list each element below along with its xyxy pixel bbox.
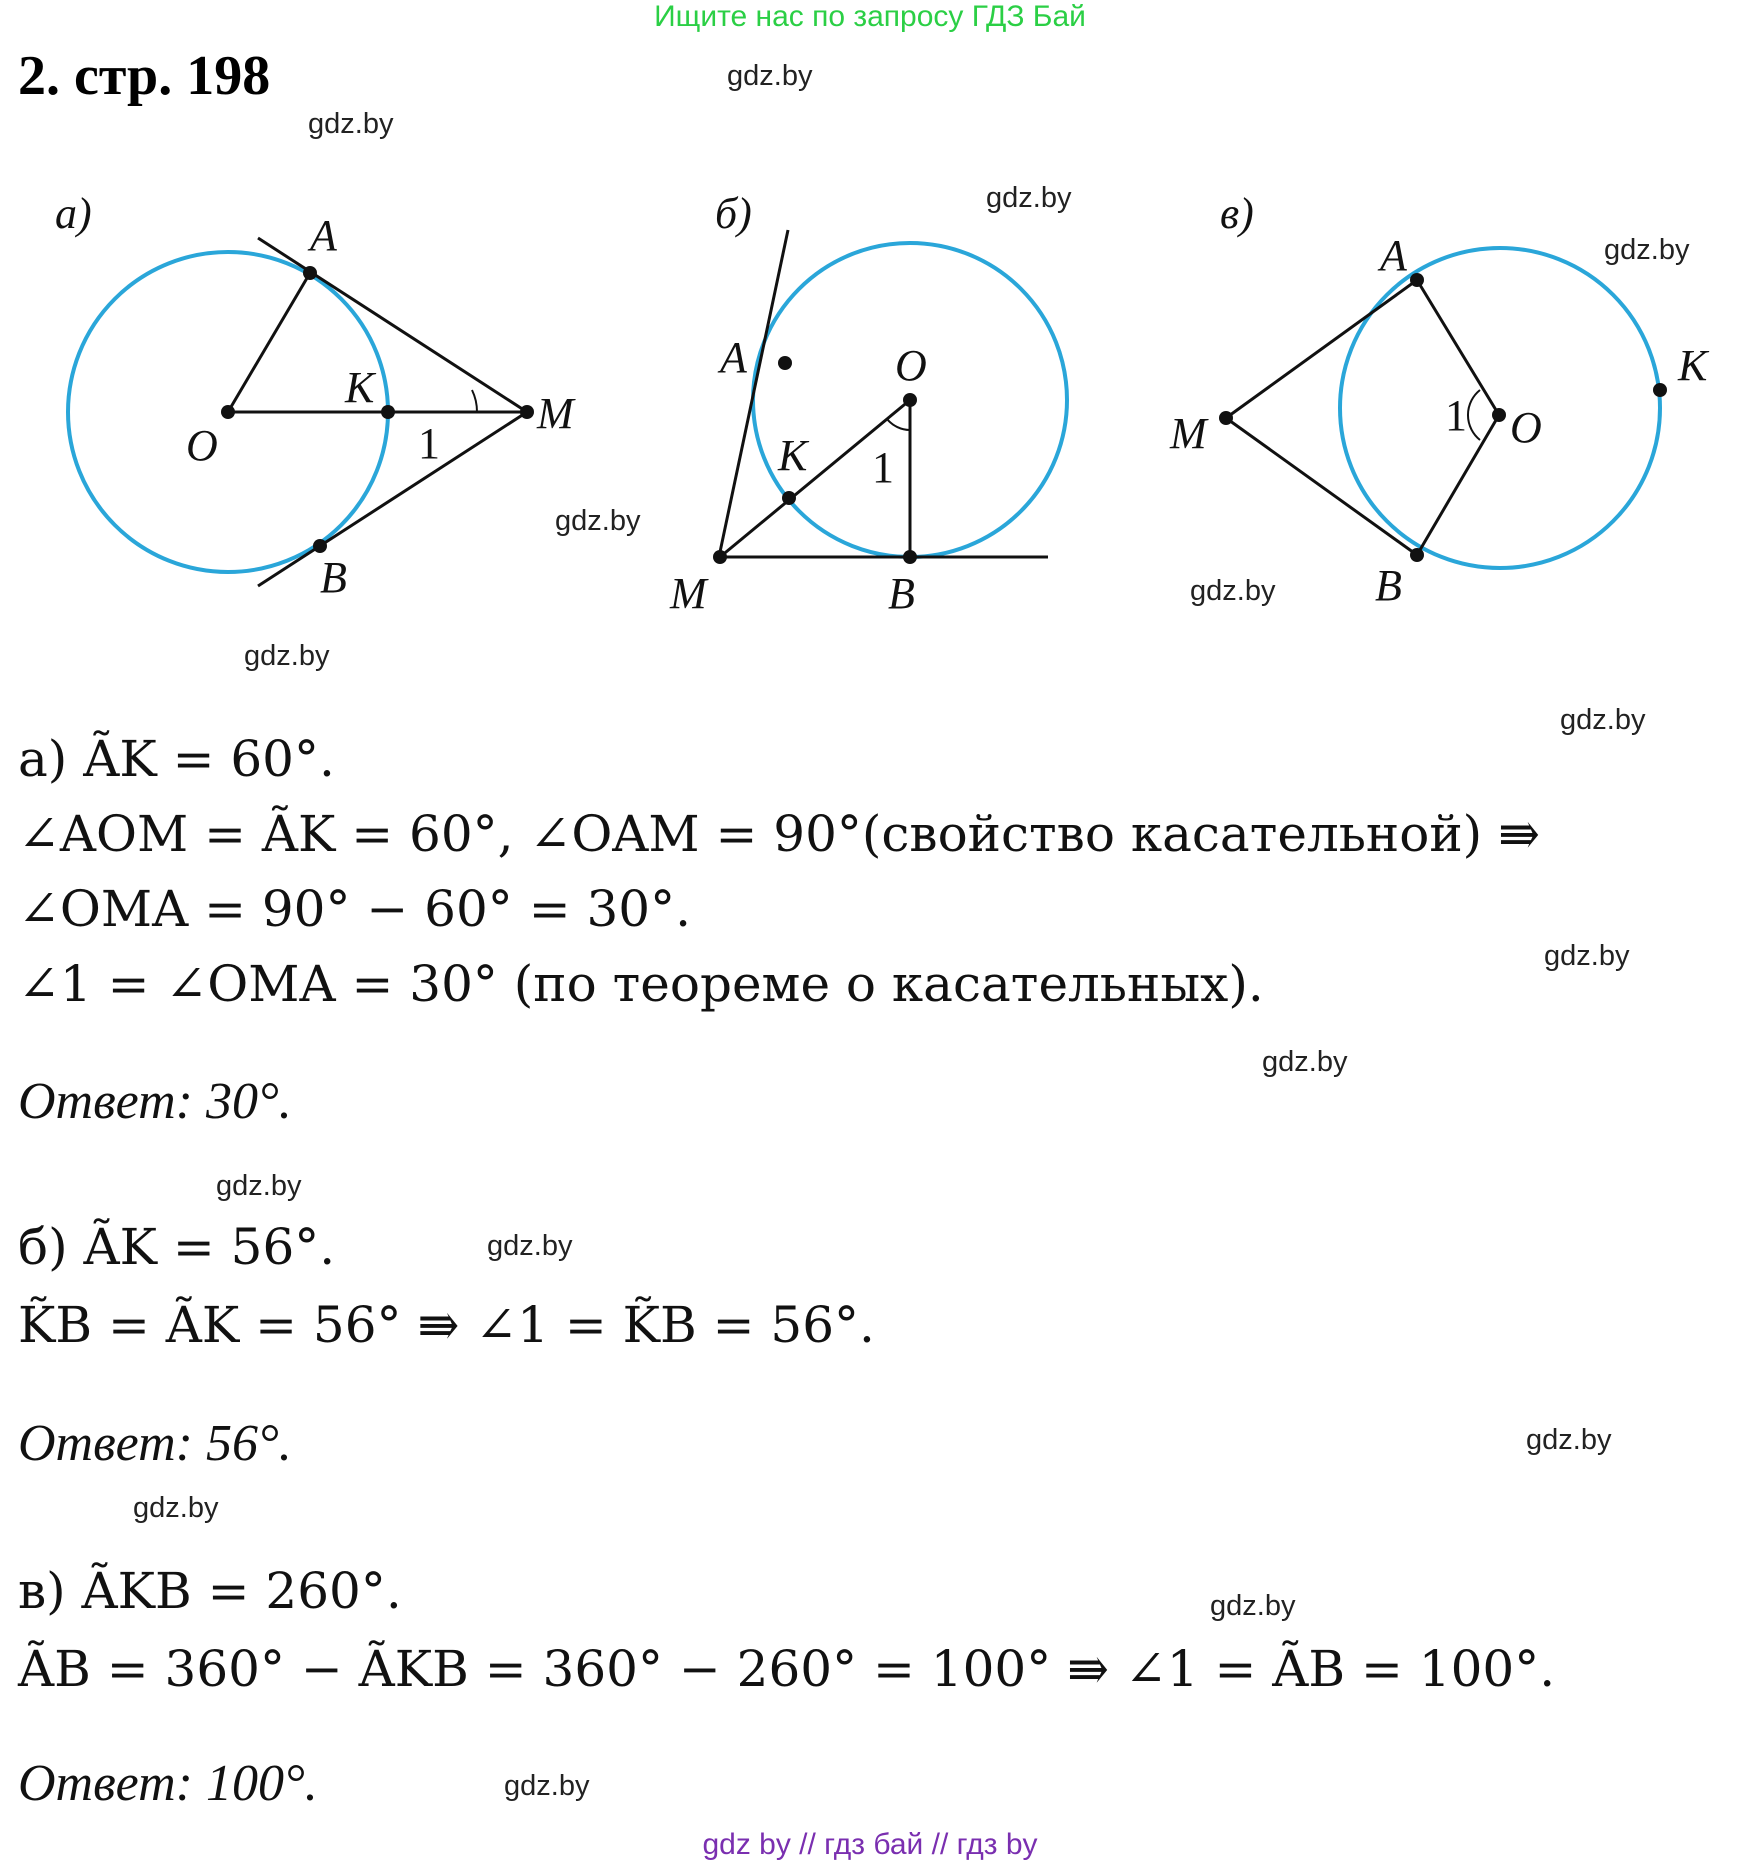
- circle-c: [1340, 248, 1660, 568]
- answer-b: Ответ: 56°.: [18, 1415, 292, 1472]
- figure-b: [620, 180, 1080, 624]
- svg-text:M: M: [1170, 409, 1207, 458]
- solution-b-line1: б) ÃK = 56°.: [18, 1218, 336, 1276]
- watermark: gdz.by: [1190, 575, 1276, 607]
- solution-c-line2: ÃB = 360° − ÃKB = 360° − 260° = 100° ⇛ ∠1 = ÃB = 100°.: [18, 1640, 1556, 1698]
- svg-text:1: 1: [872, 443, 894, 492]
- svg-text:O: O: [1510, 403, 1542, 452]
- watermark: gdz.by: [504, 1770, 590, 1802]
- svg-text:A: A: [310, 211, 337, 260]
- watermark: gdz.by: [1262, 1046, 1348, 1078]
- svg-text:B: B: [1375, 561, 1402, 610]
- solution-b-line2: K̃B = ÃK = 56° ⇛ ∠1 = K̃B = 56°.: [18, 1296, 875, 1354]
- solution-a-line3: ∠OMA = 90° − 60° = 30°.: [18, 880, 691, 938]
- svg-text:B: B: [888, 569, 915, 618]
- svg-text:M: M: [670, 569, 707, 618]
- figure-c: [1130, 180, 1730, 624]
- svg-text:K: K: [778, 431, 808, 480]
- watermark: gdz.by: [986, 182, 1072, 214]
- svg-text:1: 1: [418, 419, 440, 468]
- watermark: gdz.by: [1560, 704, 1646, 736]
- watermark: gdz.by: [727, 60, 813, 92]
- watermark: gdz.by: [1526, 1424, 1612, 1456]
- svg-text:O: O: [186, 421, 218, 470]
- page-heading: 2. стр. 198: [18, 45, 271, 107]
- watermark: gdz.by: [1544, 940, 1630, 972]
- svg-text:A: A: [1380, 231, 1407, 280]
- svg-text:K: K: [345, 363, 375, 412]
- watermark: gdz.by: [133, 1492, 219, 1524]
- watermark: gdz.by: [244, 640, 330, 672]
- figure-a: [40, 180, 600, 624]
- svg-text:1: 1: [1445, 391, 1467, 440]
- watermark: gdz.by: [555, 505, 641, 537]
- watermark: gdz.by: [216, 1170, 302, 1202]
- solution-a-line2: ∠AOM = ÃK = 60°, ∠OAM = 90°(свойство касательной) ⇛: [18, 805, 1540, 863]
- svg-text:O: O: [895, 341, 927, 390]
- top-banner: Ищите нас по запросу ГДЗ Бай: [654, 0, 1086, 33]
- solution-c-line1: в) ÃKB = 260°.: [18, 1562, 402, 1620]
- footer-links: gdz by // гдз бай // гдз by: [702, 1828, 1038, 1861]
- watermark: gdz.by: [1604, 234, 1690, 266]
- watermark: gdz.by: [487, 1230, 573, 1262]
- svg-text:B: B: [320, 553, 347, 602]
- solution-a-line4: ∠1 = ∠OMA = 30° (по теореме о касательных).: [18, 955, 1264, 1013]
- svg-text:M: M: [537, 389, 574, 438]
- solution-a-line1: а) ÃK = 60°.: [18, 730, 335, 788]
- answer-c: Ответ: 100°.: [18, 1755, 318, 1812]
- svg-text:K: K: [1678, 341, 1708, 390]
- figure-c-label: в): [1220, 189, 1254, 238]
- watermark: gdz.by: [308, 108, 394, 140]
- figure-a-label: а): [55, 189, 92, 238]
- watermark: gdz.by: [1210, 1590, 1296, 1622]
- answer-a: Ответ: 30°.: [18, 1073, 292, 1130]
- svg-text:A: A: [720, 333, 747, 382]
- figure-b-label: б): [715, 189, 752, 238]
